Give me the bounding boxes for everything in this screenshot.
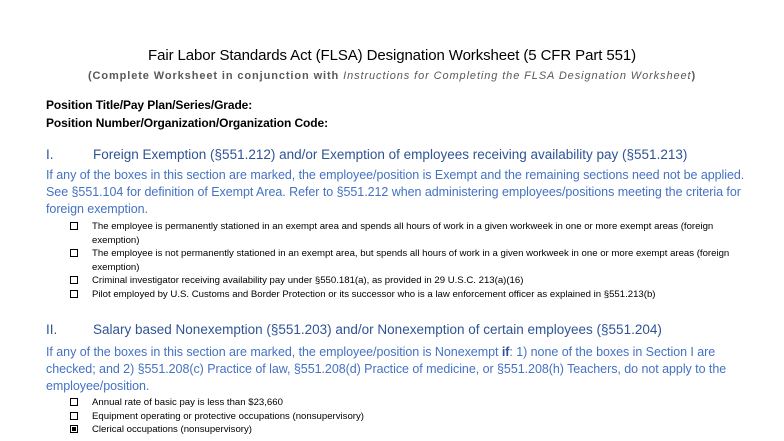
- instructions-emphasis: if: [501, 345, 510, 359]
- checkbox-label: Criminal investigator receiving availability pay under §550.181(a), as provided in 29 U.S.C. 213(a)(16): [92, 275, 524, 286]
- instructions-text: If any of the boxes in this section are marked, the employee/position is Nonexempt: [46, 345, 502, 359]
- list-item: [70, 423, 750, 437]
- section-ii-checklist: [70, 396, 750, 437]
- page-subtitle: [0, 70, 784, 82]
- list-item: [70, 220, 750, 247]
- position-title-field: Position Title/Pay Plan/Series/Grade:: [46, 98, 253, 112]
- checkbox-label: Clerical occupations (nonsupervisory): [92, 424, 252, 435]
- instructions-text: : 1) none of the boxes in Section I are checked; and 2) §551.208(c) Practice of law, §551.208(d) Practice of medicine, or §551.208(h) Teachers, do not apply to the employee/position.: [46, 345, 727, 393]
- section-ii-instructions: [46, 344, 746, 395]
- checkbox-label: Pilot employed by U.S. Customs and Border Protection or its successor who is a law enforcement officer as explained in §551.213(b): [92, 288, 656, 300]
- checkbox[interactable]: [70, 276, 78, 284]
- checkbox[interactable]: [70, 249, 78, 257]
- subtitle-prefix: (Complete Worksheet in conjunction with: [87, 70, 344, 82]
- page-title: Fair Labor Standards Act (FLSA) Designation Worksheet (5 CFR Part 551): [148, 47, 636, 64]
- section-number: I.: [46, 147, 54, 162]
- list-item: [70, 274, 750, 288]
- section-i-instructions: If any of the boxes in this section are marked, the employee/position is Exempt and the remaining sections need not be applied. See §551.104 for definition of Exempt Area. Refer to §551.212 when administering employees/positions meeting the criteria for foreign exemption.: [46, 168, 745, 216]
- section-heading-i: [46, 147, 766, 162]
- checkbox[interactable]: [70, 425, 78, 433]
- checkbox[interactable]: [70, 290, 78, 298]
- section-title: Foreign Exemption (§551.212) and/or Exemption of employees receiving availability pay (§551.213): [93, 147, 688, 162]
- subtitle-italic: Instructions for Completing the FLSA Designation Worksheet: [343, 70, 692, 82]
- section-title: Salary based Nonexemption (§551.203) and/or Nonexemption of certain employees (§551.204): [93, 322, 662, 337]
- checkbox[interactable]: [70, 222, 78, 230]
- list-item: [70, 288, 750, 302]
- list-item: [70, 247, 750, 274]
- section-heading-ii: [46, 322, 766, 337]
- section-i-checklist: [70, 220, 750, 301]
- position-number-field: Position Number/Organization/Organization Code:: [46, 116, 328, 130]
- checkbox[interactable]: [70, 398, 78, 406]
- checkbox[interactable]: [70, 412, 78, 420]
- subtitle-suffix: ): [691, 70, 697, 82]
- list-item: [70, 410, 750, 424]
- checkbox-label: Equipment operating or protective occupations (nonsupervisory): [92, 410, 364, 422]
- section-number: II.: [46, 322, 58, 337]
- list-item: [70, 396, 750, 410]
- checkbox-label: The employee is not permanently stationed in an exempt area, but spends all hours of work in a given workweek in one or more exempt areas (foreign exemption): [92, 248, 730, 273]
- checkbox-label: Annual rate of basic pay is less than $23,660: [92, 397, 283, 408]
- checkbox-label: The employee is permanently stationed in an exempt area and spends all hours of work in a given workweek in one or more exempt areas (foreign exemption): [92, 221, 714, 246]
